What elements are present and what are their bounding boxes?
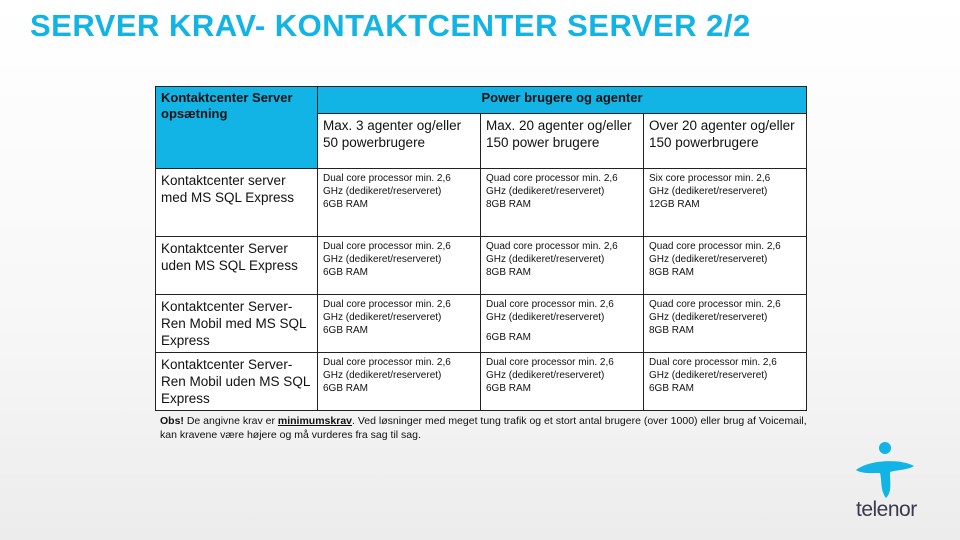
spec-ghz: GHz (dedikeret/reserveret)	[486, 370, 605, 381]
spec-ghz: GHz (dedikeret/reserveret)	[486, 312, 605, 323]
spec-ram: 8GB RAM	[486, 267, 532, 278]
spec-cell	[644, 353, 807, 411]
spec-ram: 6GB RAM	[323, 383, 369, 394]
spec-ram: 6GB RAM	[649, 383, 695, 394]
spec-ram: 6GB RAM	[486, 383, 532, 394]
footnote	[160, 414, 820, 442]
spec-ghz: GHz (dedikeret/reserveret)	[649, 254, 768, 265]
spec-ram: 6GB RAM	[486, 332, 532, 343]
spec-cpu: Dual core processor min. 2,6	[323, 357, 451, 368]
spec-cpu: Quad core processor min. 2,6	[486, 173, 618, 184]
column-header-small: Max. 3 agenter og/eller 50 powerbrugere	[318, 114, 481, 169]
note-emphasis: minimumskrav	[277, 415, 353, 427]
spec-cpu: Dual core processor min. 2,6	[649, 357, 777, 368]
spec-cpu: Dual core processor min. 2,6	[323, 241, 451, 252]
note-prefix: Obs!	[160, 415, 184, 427]
spec-cell	[644, 237, 807, 295]
spec-ghz: GHz (dedikeret/reserveret)	[649, 186, 768, 197]
slide-title: SERVER KRAV- KONTAKTCENTER SERVER 2/2	[30, 8, 751, 43]
spec-ghz: GHz (dedikeret/reserveret)	[649, 370, 768, 381]
note-text-1: De angivne krav er	[183, 415, 278, 427]
spec-cell	[318, 353, 481, 411]
spec-cpu: Dual core processor min. 2,6	[486, 299, 614, 310]
spec-cpu: Quad core processor min. 2,6	[486, 241, 618, 252]
spec-cell	[318, 295, 481, 353]
spec-ghz: GHz (dedikeret/reserveret)	[649, 312, 768, 323]
spec-ram: 6GB RAM	[323, 325, 369, 336]
column-header-large: Over 20 agenter og/eller 150 powerbrugere	[644, 114, 807, 169]
spec-cell	[318, 169, 481, 237]
spec-cpu: Dual core processor min. 2,6	[486, 357, 614, 368]
spec-ghz: GHz (dedikeret/reserveret)	[323, 370, 442, 381]
spec-ram: 8GB RAM	[649, 325, 695, 336]
row-label: Kontaktcenter Server-Ren Mobil med MS SQL Express	[156, 295, 318, 353]
spec-ghz: GHz (dedikeret/reserveret)	[323, 254, 442, 265]
spec-cpu: Dual core processor min. 2,6	[323, 299, 451, 310]
spec-cell	[644, 295, 807, 353]
spec-ram: 12GB RAM	[649, 199, 700, 210]
spec-ram: 8GB RAM	[649, 267, 695, 278]
spec-cell	[481, 353, 644, 411]
spec-ghz: GHz (dedikeret/reserveret)	[486, 254, 605, 265]
spec-ram: 6GB RAM	[323, 199, 369, 210]
spec-cell	[644, 169, 807, 237]
spec-ghz: GHz (dedikeret/reserveret)	[323, 186, 442, 197]
spec-cpu: Six core processor min. 2,6	[649, 173, 771, 184]
table-row	[156, 353, 807, 411]
table-row	[156, 295, 807, 353]
telenor-logo-text: telenor	[856, 498, 917, 521]
corner-header	[156, 87, 318, 169]
spec-cpu: Quad core processor min. 2,6	[649, 299, 781, 310]
row-label: Kontaktcenter server med MS SQL Express	[156, 169, 318, 237]
spec-ram: 6GB RAM	[323, 267, 369, 278]
group-header: Power brugere og agenter	[318, 87, 807, 114]
corner-header-text: Kontaktcenter Server opsætning	[161, 90, 293, 121]
spec-cpu: Dual core processor min. 2,6	[323, 173, 451, 184]
spec-cell	[481, 295, 644, 353]
requirements-table	[155, 86, 807, 411]
row-label: Kontaktcenter Server uden MS SQL Express	[156, 237, 318, 295]
spec-cell	[318, 237, 481, 295]
row-label: Kontaktcenter Server-Ren Mobil uden MS SQL Express	[156, 353, 318, 411]
spec-cpu: Quad core processor min. 2,6	[649, 241, 781, 252]
spec-ram: 8GB RAM	[486, 199, 532, 210]
table-row	[156, 169, 807, 237]
spec-ghz: GHz (dedikeret/reserveret)	[323, 312, 442, 323]
note-text-2: . Ved løsninger med meget tung trafik og et stort antal brugere (over 1000) eller brug af Voicemail, kan kravene være højere og må vurderes fra sag til sag.	[160, 415, 807, 441]
column-header-medium: Max. 20 agenter og/eller 150 power brugere	[481, 114, 644, 169]
table-row	[156, 237, 807, 295]
spec-ghz: GHz (dedikeret/reserveret)	[486, 186, 605, 197]
spec-cell	[481, 237, 644, 295]
spec-cell	[481, 169, 644, 237]
header-row	[156, 87, 807, 114]
